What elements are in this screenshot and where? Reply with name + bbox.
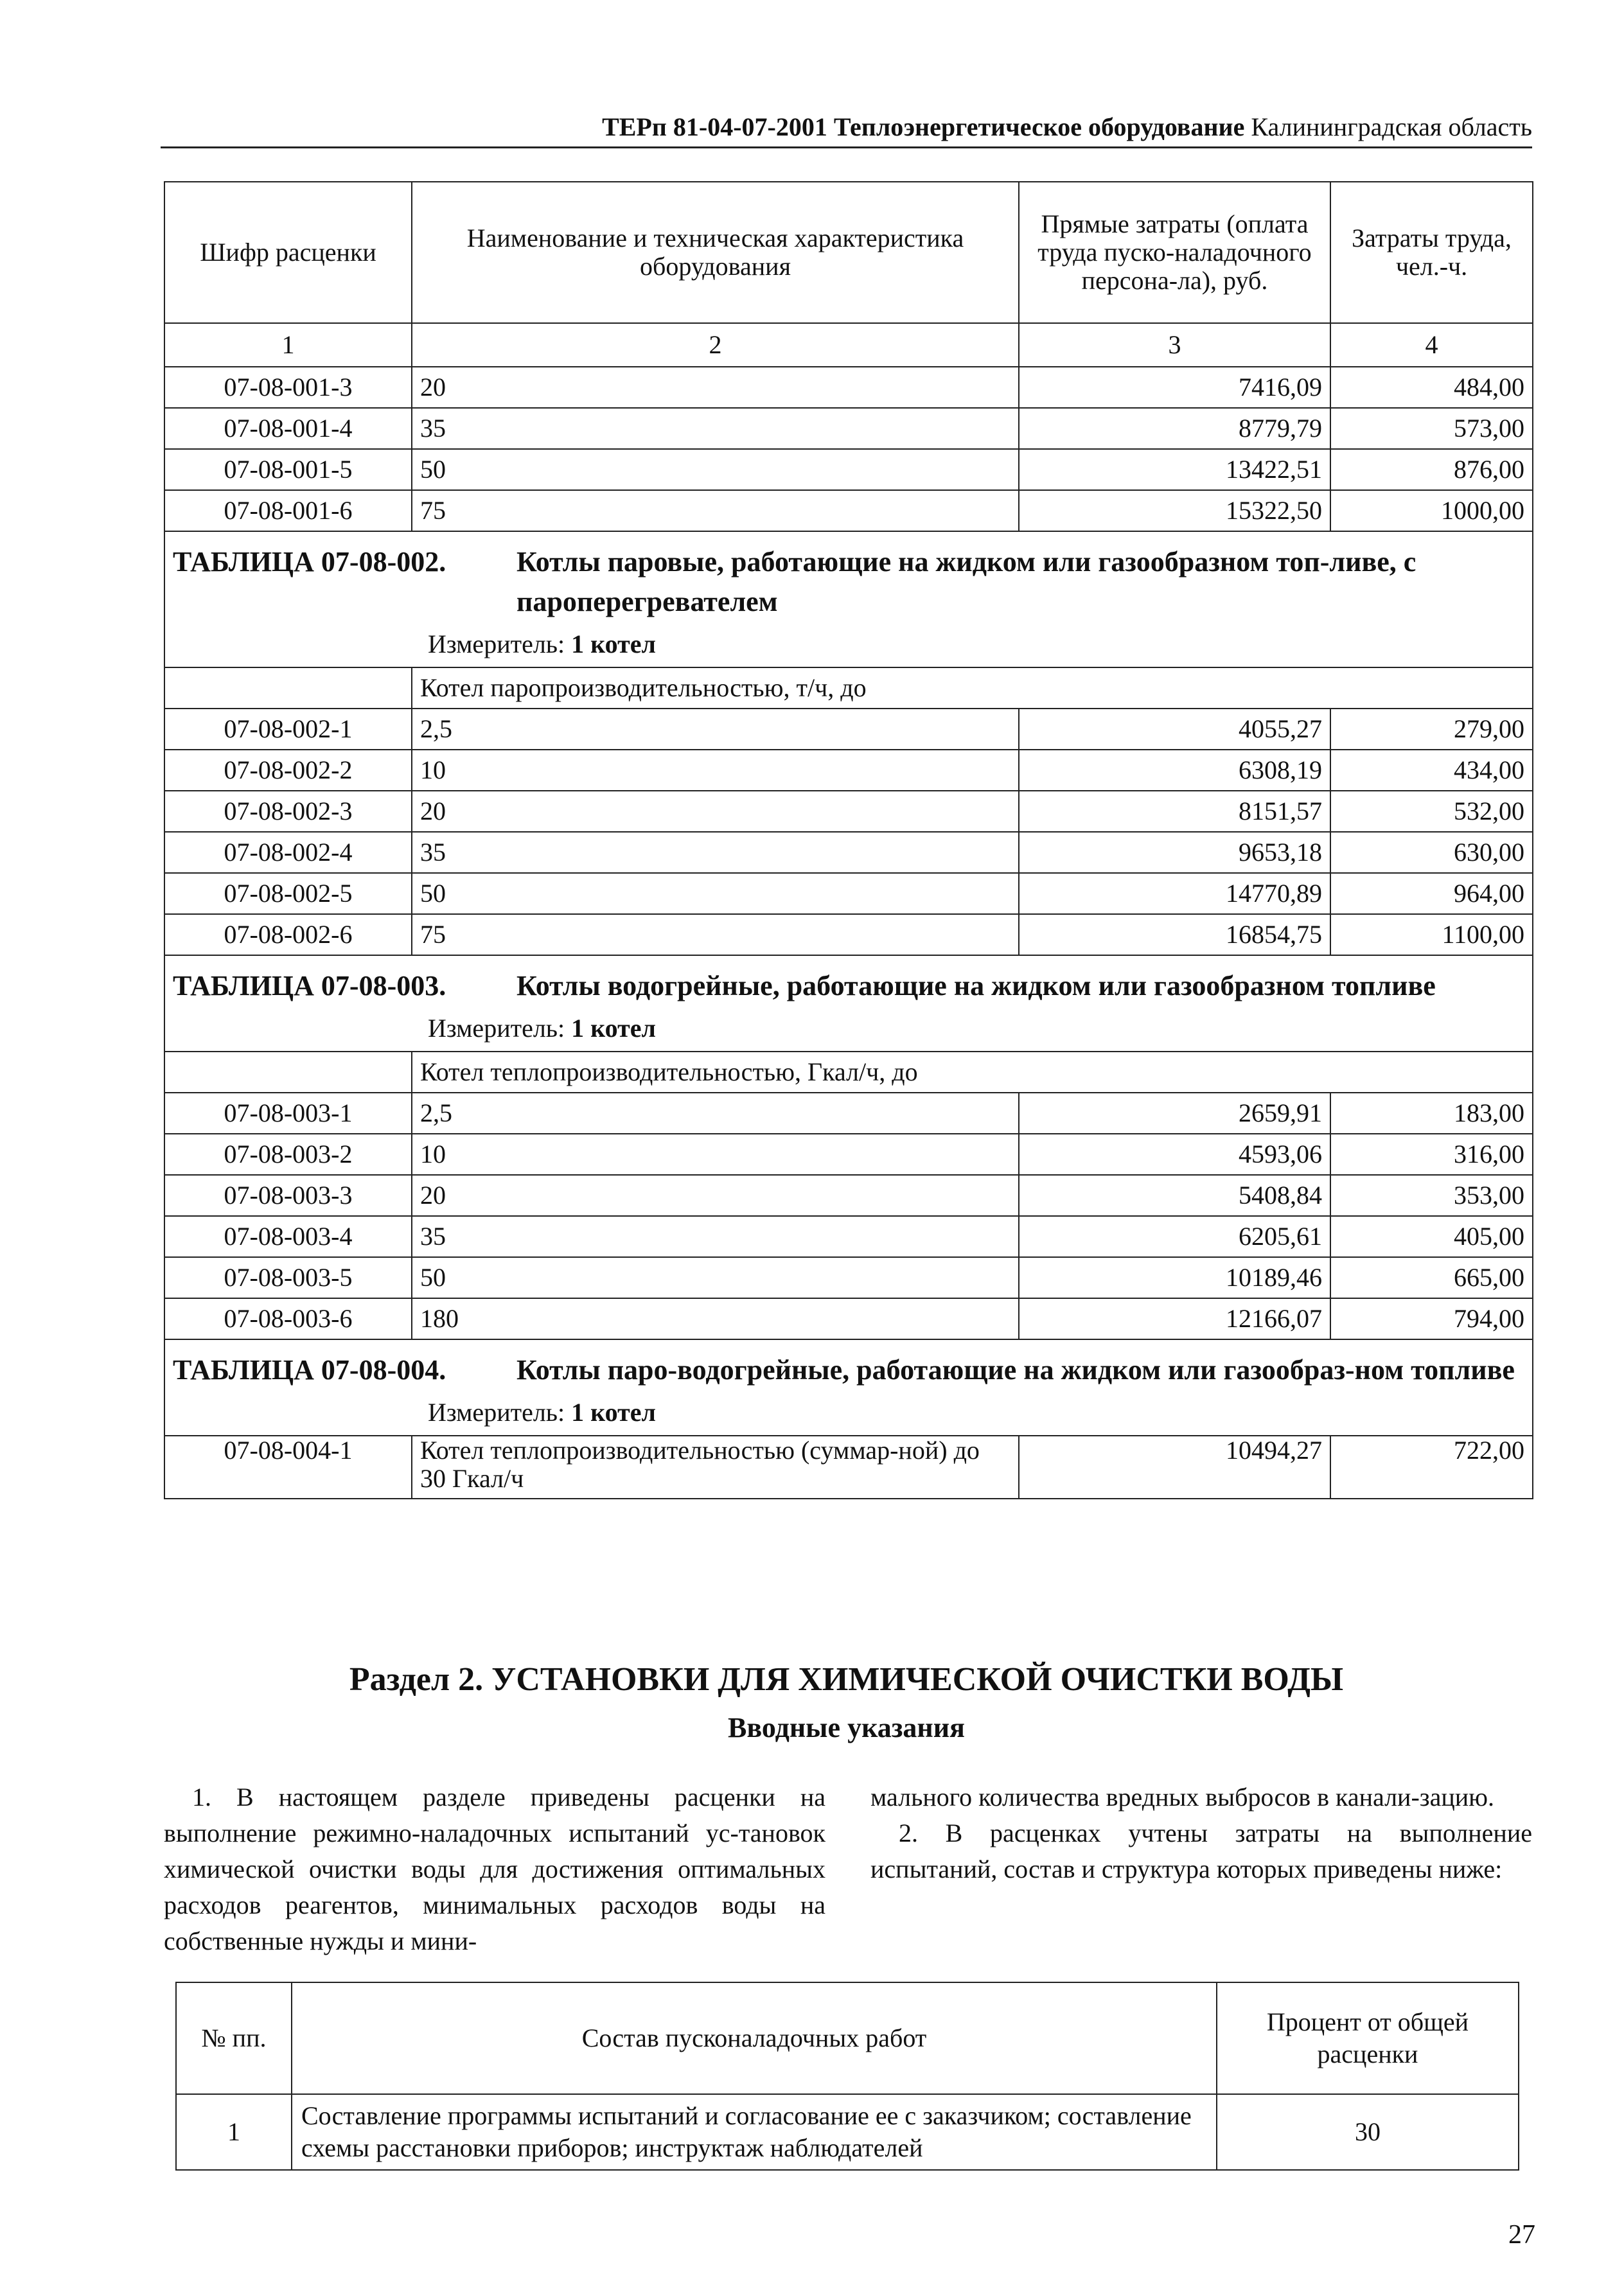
table-row	[164, 1175, 1533, 1216]
intro-paragraph-1-cont: мального количества вредных выбросов в канали-зацию.	[870, 1783, 1495, 1811]
rate-capacity: 50	[412, 873, 1019, 914]
rate-capacity: 2,5	[412, 1093, 1019, 1134]
table-row	[164, 914, 1533, 955]
rate-labor: 532,00	[1330, 791, 1533, 832]
measure-prefix: Измеритель:	[428, 1398, 565, 1427]
table-004-measure	[173, 1390, 1524, 1435]
section-subtitle: Вводные указания	[728, 1712, 965, 1743]
table-row	[164, 490, 1533, 531]
rate-code: 07-08-002-5	[164, 873, 412, 914]
rate-direct-cost: 14770,89	[1019, 873, 1330, 914]
rate-labor: 1000,00	[1330, 490, 1533, 531]
rate-code: 07-08-003-2	[164, 1134, 412, 1175]
rates-header-row	[164, 182, 1533, 323]
rate-code: 07-08-003-3	[164, 1175, 412, 1216]
rate-direct-cost: 6308,19	[1019, 750, 1330, 791]
rate-capacity: 20	[412, 367, 1019, 408]
rate-direct-cost: 6205,61	[1019, 1216, 1330, 1257]
rate-code: 07-08-003-4	[164, 1216, 412, 1257]
table-002-label: ТАБЛИЦА 07-08-002.	[173, 546, 446, 577]
rate-labor: 353,00	[1330, 1175, 1533, 1216]
table-row	[164, 1093, 1533, 1134]
rate-labor: 573,00	[1330, 408, 1533, 449]
measure-value: 1 котел	[571, 630, 656, 658]
rate-direct-cost: 9653,18	[1019, 832, 1330, 873]
rate-labor: 316,00	[1330, 1134, 1533, 1175]
table-row	[164, 1134, 1533, 1175]
rate-code: 07-08-002-2	[164, 750, 412, 791]
table-row	[176, 2094, 1519, 2170]
col-number: 4	[1330, 323, 1533, 367]
table-row	[164, 367, 1533, 408]
rate-capacity: 20	[412, 1175, 1019, 1216]
table-row	[164, 709, 1533, 750]
works-no: 1	[176, 2094, 292, 2170]
rate-code: 07-08-001-4	[164, 408, 412, 449]
rate-direct-cost: 8779,79	[1019, 408, 1330, 449]
rate-labor: 722,00	[1330, 1436, 1533, 1499]
rate-labor: 665,00	[1330, 1257, 1533, 1298]
empty-cell	[164, 667, 412, 709]
rate-capacity: 2,5	[412, 709, 1019, 750]
rate-labor: 183,00	[1330, 1093, 1533, 1134]
table-002-measure	[173, 622, 1524, 667]
col-number: 3	[1019, 323, 1330, 367]
intro-column-left	[164, 1779, 825, 1959]
works-table	[175, 1982, 1519, 2171]
table-004-label: ТАБЛИЦА 07-08-004.	[173, 1354, 446, 1386]
rate-capacity: 35	[412, 832, 1019, 873]
table-003-measure	[173, 1006, 1524, 1051]
measure-prefix: Измеритель:	[428, 630, 565, 658]
table-003-label: ТАБЛИЦА 07-08-003.	[173, 970, 446, 1001]
rate-labor: 630,00	[1330, 832, 1533, 873]
rate-code: 07-08-002-6	[164, 914, 412, 955]
col-header-name: Наименование и техническая характеристика оборудования	[412, 182, 1019, 323]
section-title: Раздел 2. УСТАНОВКИ ДЛЯ ХИМИЧЕСКОЙ ОЧИСТКИ ВОДЫ	[349, 1661, 1344, 1698]
rates-column-numbers	[164, 323, 1533, 367]
rate-code: 07-08-002-4	[164, 832, 412, 873]
rate-direct-cost: 15322,50	[1019, 490, 1330, 531]
rate-capacity: 35	[412, 1216, 1019, 1257]
rate-capacity: 35	[412, 408, 1019, 449]
table-row	[164, 1257, 1533, 1298]
table-row	[164, 449, 1533, 490]
rate-capacity: 180	[412, 1298, 1019, 1339]
rate-description: Котел теплопроизводительностью (суммар-ной) до 30 Гкал/ч	[412, 1436, 1019, 1499]
rate-capacity: 20	[412, 791, 1019, 832]
rate-direct-cost: 2659,91	[1019, 1093, 1330, 1134]
works-header-composition: Состав пусконаладочных работ	[292, 1982, 1217, 2094]
intro-paragraph-2: 2. В расценках учтены затраты на выполнение испытаний, состав и структура которых приведены ниже:	[870, 1819, 1532, 1883]
intro-column-right	[870, 1779, 1532, 1887]
rate-labor: 434,00	[1330, 750, 1533, 791]
rate-direct-cost: 4055,27	[1019, 709, 1330, 750]
rate-code: 07-08-004-1	[164, 1436, 412, 1499]
rate-capacity: 75	[412, 914, 1019, 955]
rate-direct-cost: 16854,75	[1019, 914, 1330, 955]
rate-direct-cost: 13422,51	[1019, 449, 1330, 490]
works-header-row	[176, 1982, 1519, 2094]
table-003-title: Котлы водогрейные, работающие на жидком или газообразном топливе	[516, 970, 1436, 1001]
rate-labor: 1100,00	[1330, 914, 1533, 955]
rate-direct-cost: 4593,06	[1019, 1134, 1330, 1175]
table-003-subheader: Котел теплопроизводительностью, Гкал/ч, до	[412, 1052, 1533, 1093]
table-row	[164, 408, 1533, 449]
rate-capacity: 10	[412, 1134, 1019, 1175]
rates-table	[164, 181, 1533, 1499]
table-003-title-row	[164, 955, 1533, 1052]
table-002-subheader-row	[164, 667, 1533, 709]
works-percent: 30	[1217, 2094, 1519, 2170]
table-row	[164, 1436, 1533, 1499]
table-row	[164, 1216, 1533, 1257]
header-doc-code: ТЕРп 81-04-07-2001 Теплоэнергетическое оборудование	[602, 112, 1245, 141]
rate-direct-cost: 8151,57	[1019, 791, 1330, 832]
rate-code: 07-08-001-6	[164, 490, 412, 531]
works-composition: Составление программы испытаний и согласование ее с заказчиком; составление схемы расстановки приборов; инструктаж наблюдателей	[292, 2094, 1217, 2170]
intro-paragraph-1: 1. В настоящем разделе приведены расценки на выполнение режимно-наладочных испытаний ус-тановок химической очистки воды для достижения оптимальных расходов реагентов, минимальных расходов воды на собственные нужды и мини-	[164, 1783, 825, 1955]
measure-value: 1 котел	[571, 1398, 656, 1427]
rate-capacity: 10	[412, 750, 1019, 791]
header-rule	[161, 146, 1532, 148]
rate-code: 07-08-003-6	[164, 1298, 412, 1339]
col-header-direct-costs: Прямые затраты (оплата труда пуско-наладочного персона-ла), руб.	[1019, 182, 1330, 323]
col-number: 2	[412, 323, 1019, 367]
page-header	[161, 109, 1532, 145]
measure-value: 1 котел	[571, 1014, 656, 1043]
rate-direct-cost: 12166,07	[1019, 1298, 1330, 1339]
table-row	[164, 1298, 1533, 1339]
rate-labor: 484,00	[1330, 367, 1533, 408]
page-number: 27	[1508, 2220, 1535, 2250]
works-header-no: № пп.	[176, 1982, 292, 2094]
table-004-title: Котлы паро-водогрейные, работающие на жидком или газообраз-ном топливе	[516, 1354, 1515, 1386]
rate-direct-cost: 10189,46	[1019, 1257, 1330, 1298]
works-header-percent: Процент от общей расценки	[1217, 1982, 1519, 2094]
rate-code: 07-08-003-5	[164, 1257, 412, 1298]
header-region: Калининградская область	[1251, 112, 1532, 141]
table-004-title-row	[164, 1339, 1533, 1436]
table-003-subheader-row	[164, 1052, 1533, 1093]
table-row	[164, 832, 1533, 873]
rate-labor: 279,00	[1330, 709, 1533, 750]
measure-prefix: Измеритель:	[428, 1014, 565, 1043]
rate-direct-cost: 7416,09	[1019, 367, 1330, 408]
table-002-title-row	[164, 531, 1533, 667]
rate-code: 07-08-001-5	[164, 449, 412, 490]
table-002-subheader: Котел паропроизводительностью, т/ч, до	[412, 667, 1533, 709]
rate-code: 07-08-001-3	[164, 367, 412, 408]
rate-direct-cost: 10494,27	[1019, 1436, 1330, 1499]
rate-capacity: 75	[412, 490, 1019, 531]
rate-labor: 876,00	[1330, 449, 1533, 490]
rate-labor: 794,00	[1330, 1298, 1533, 1339]
table-002-title: Котлы паровые, работающие на жидком или газообразном топ-ливе, с пароперегревателем	[516, 546, 1417, 617]
rate-code: 07-08-002-3	[164, 791, 412, 832]
rate-code: 07-08-003-1	[164, 1093, 412, 1134]
rate-labor: 964,00	[1330, 873, 1533, 914]
col-header-labor: Затраты труда, чел.-ч.	[1330, 182, 1533, 323]
empty-cell	[164, 1052, 412, 1093]
table-row	[164, 873, 1533, 914]
rate-capacity: 50	[412, 449, 1019, 490]
rate-direct-cost: 5408,84	[1019, 1175, 1330, 1216]
col-number: 1	[164, 323, 412, 367]
rate-code: 07-08-002-1	[164, 709, 412, 750]
table-row	[164, 791, 1533, 832]
rate-capacity: 50	[412, 1257, 1019, 1298]
col-header-code: Шифр расценки	[164, 182, 412, 323]
table-row	[164, 750, 1533, 791]
rate-labor: 405,00	[1330, 1216, 1533, 1257]
